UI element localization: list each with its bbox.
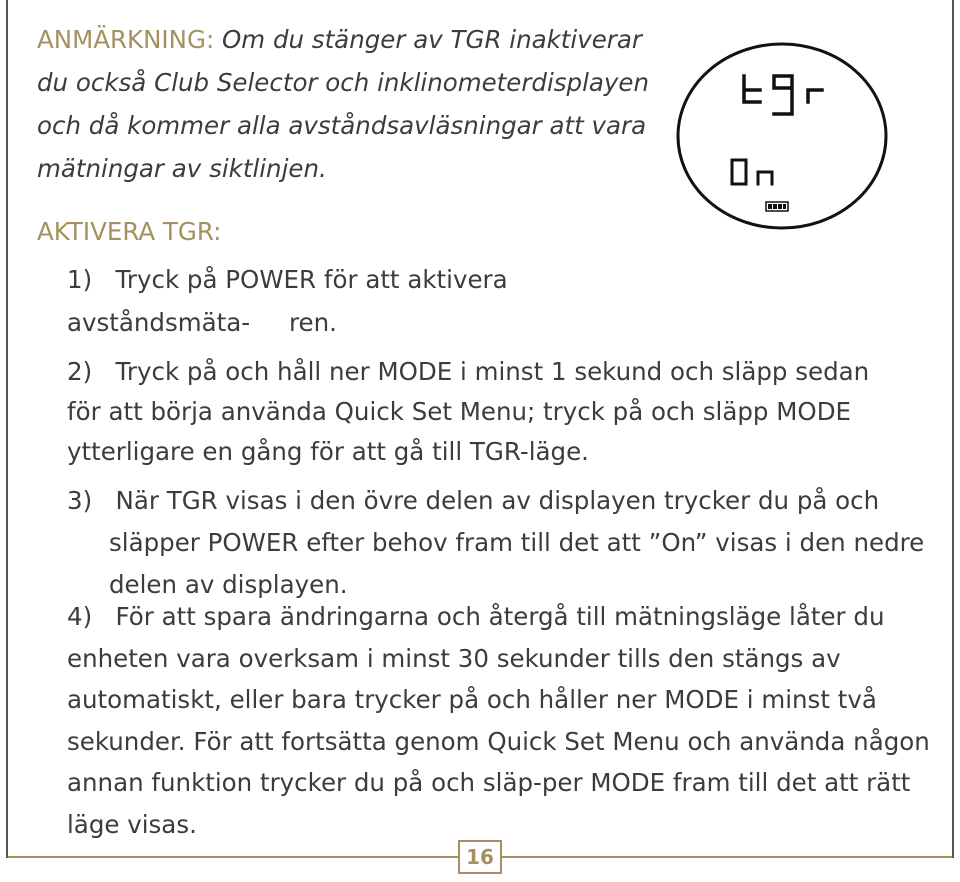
step-1-num: 1) — [67, 265, 93, 294]
lcd-display-illustration — [676, 42, 888, 230]
note-label: ANMÄRKNING: — [37, 25, 215, 54]
step-4-text: För att spara ändringarna och återgå till mätningsläge låter du enheten vara overksam i minst 30 sekunder tills den stängs av automatiskt, eller bara trycker på och håller ner MODE i minst två sekunder. För att fortsätta genom Quick Set Menu och använda någon annan funktion trycker du på och släp-per MODE fram till det att rätt läge visas. — [67, 602, 930, 839]
step-3 — [67, 480, 939, 606]
step-3-text: När TGR visas i den övre delen av displayen trycker du på och släpper POWER efter behov fram till det att ”On” visas i den nedre delen av displayen. — [109, 486, 925, 599]
note-body: Om du stänger av TGR inaktiverar du också Club Selector och inklinometerdisplayen och då kommer alla avståndsavläsningar att vara mätningar av siktlinjen. — [37, 25, 650, 183]
step-4-num: 4) — [67, 602, 93, 631]
activate-heading: AKTIVERA TGR: — [37, 217, 222, 246]
note-paragraph — [37, 18, 657, 190]
step-3-num: 3) — [67, 486, 93, 515]
step-2-num: 2) — [67, 357, 93, 386]
footer-line-right — [502, 856, 952, 858]
footer-line-left — [8, 856, 458, 858]
step-1-text: Tryck på POWER för att aktivera avståndsmäta- ren. — [67, 265, 508, 337]
step-1 — [67, 258, 647, 344]
page-number: 16 — [458, 840, 502, 874]
step-2-text: Tryck på och håll ner MODE i minst 1 sekund och släpp sedan för att börja använda Quick Set Menu; tryck på och släpp MODE ytterligare en gång för att gå till TGR-läge. — [67, 357, 870, 466]
step-4 — [67, 596, 937, 845]
step-2 — [67, 352, 897, 472]
